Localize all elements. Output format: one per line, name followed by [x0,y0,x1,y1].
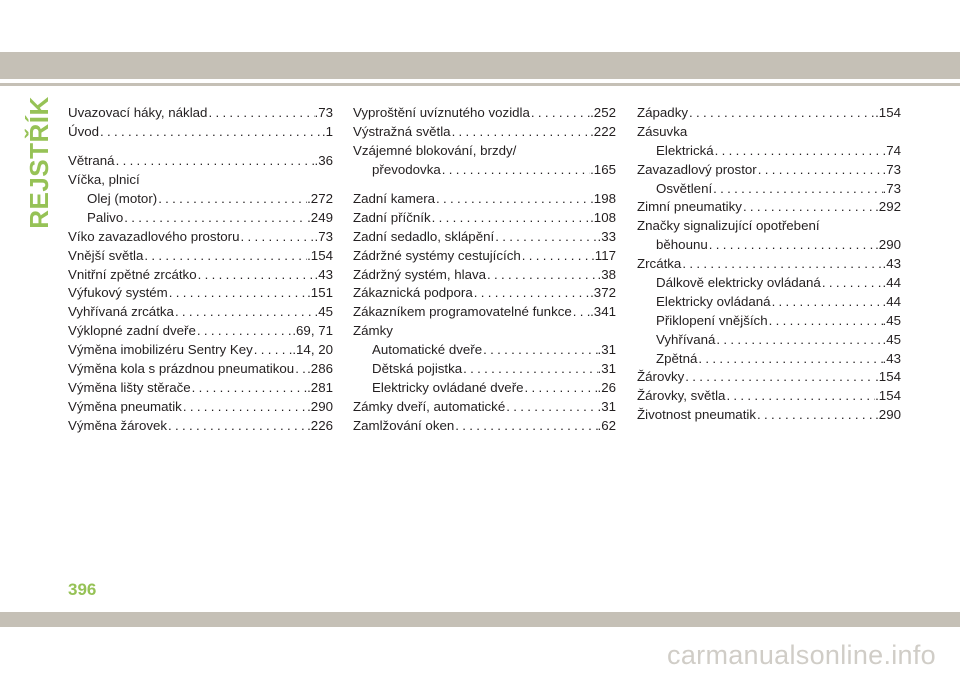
entry-label: Přiklopení vnějších [656,312,768,328]
index-entry [68,190,333,209]
entry-label: Dálkově elektricky ovládaná [656,275,821,291]
entry-page: .226 [307,417,333,433]
entry-label: Žárovky [637,369,685,385]
dot-leader [572,303,590,322]
index-entry [353,398,616,417]
dot-leader [435,190,590,209]
index-entry [353,104,616,123]
entry-page: .372 [590,285,616,301]
index-entry [353,142,616,161]
entry-page: .44 [882,293,901,309]
index-column-1 [68,104,333,436]
entry-label: Vnější světla [68,247,144,263]
entry-label: Výměna pneumatik [68,398,182,414]
entry-page: .272 [307,190,333,206]
entry-page: .117 [591,247,616,263]
entry-page: .286 [307,360,333,376]
index-entry [353,360,616,379]
entry-label: Zavazadlový prostor [637,161,757,177]
entry-label: Víčka, plnicí [68,172,140,188]
header-band [0,52,960,79]
entry-label: Žárovky, světla [637,388,726,404]
entry-label: Zámky [353,323,393,339]
entry-label: Palivo [87,209,124,225]
index-entry [353,123,616,142]
index-entry [353,322,616,341]
entry-page: .45 [314,304,333,320]
index-entry [353,341,616,360]
entry-page: .154 [875,369,901,385]
entry-page: .1 [321,123,333,139]
dot-leader [143,247,307,266]
dot-leader [253,341,293,360]
index-entry [68,341,333,360]
dot-leader [197,266,315,285]
dot-leader [725,387,875,406]
entry-label: Úvod [68,123,100,139]
dot-leader [521,247,591,266]
index-entry [68,379,333,398]
entry-page: .198 [590,190,616,206]
entry-page: .73 [314,105,333,120]
entry-page: .154 [875,105,901,120]
index-entry [68,417,333,436]
dot-leader [768,312,883,331]
entry-page: .14, 20 [292,342,333,358]
index-entry [637,123,901,142]
entry-page: .249 [307,209,333,225]
dot-leader [486,266,597,285]
dot-leader [712,180,882,199]
index-entry [68,123,333,142]
index-entry [637,217,901,236]
index-entry [637,142,901,161]
index-entry [68,284,333,303]
index-entry [637,368,901,387]
section-side-label [23,95,54,229]
entry-label: Výfukový systém [68,285,168,301]
entry-label: Automatické dveře [372,342,483,358]
index-entry [353,266,616,285]
dot-leader [115,152,315,171]
entry-label: Výměna lišty stěrače [68,379,191,395]
entry-page: .73 [882,180,901,196]
index-entry [637,387,901,406]
index-entry [68,247,333,266]
entry-label: Zákazníkem programovatelné funkce [353,304,572,320]
entry-label: Zamlžování oken [353,417,455,433]
entry-label: převodovka [372,161,441,177]
index-entry [68,398,333,417]
entry-label: Výměna imobilizéru Sentry Key [68,342,253,358]
dot-leader [505,398,597,417]
index-entry [68,228,333,247]
dot-leader [771,293,883,312]
dot-leader [530,104,590,123]
footer-band [0,612,960,627]
entry-page: .43 [882,256,901,272]
dot-leader [123,209,307,228]
index-entry [353,417,616,436]
entry-page: .73 [314,228,333,244]
entry-label: Západky [637,105,688,120]
index-entry [637,255,901,274]
entry-label: Výměna žárovek [68,417,168,433]
header-rule [0,83,960,86]
dot-leader [524,379,598,398]
dot-leader [756,406,875,425]
dot-leader [196,322,292,341]
dot-leader [697,350,882,369]
index-entry [353,284,616,303]
entry-label: Elektricky ovládaná [656,293,771,309]
index-entry [637,274,901,293]
entry-label: Osvětlení [656,180,713,196]
entry-label: Zadní příčník [353,209,431,225]
dot-leader [821,274,883,293]
dot-leader [757,161,883,180]
dot-leader [167,417,307,436]
entry-label: Výklopné zadní dveře [68,323,196,339]
dot-leader [441,161,590,180]
entry-label: Zrcátka [637,256,682,272]
entry-label: Olej (motor) [87,190,158,206]
entry-page: .290 [307,398,333,414]
watermark: carmanualsonline.info [667,640,936,670]
index-entry [68,303,333,322]
entry-page: .26 [597,379,616,395]
dot-leader [174,303,315,322]
index-entry [637,236,901,255]
index-entry [68,104,333,123]
section-title: REJSTŘÍK [23,95,54,229]
index-entry [353,161,616,180]
entry-page: .154 [875,388,901,404]
dot-leader [473,284,590,303]
entry-page: .44 [882,275,901,291]
index-entry [68,322,333,341]
index-entry [68,171,333,190]
entry-page: .45 [882,312,901,328]
dot-leader [239,228,314,247]
entry-label: Zpětná [656,350,698,366]
dot-leader [482,341,597,360]
index-column-2 [353,104,616,436]
index-entry [637,312,901,331]
entry-page: .43 [314,266,333,282]
entry-page: .38 [597,266,616,282]
index-entry [637,406,901,425]
index-entry [637,198,901,217]
entry-page: .108 [590,209,616,225]
entry-label: Zadní sedadlo, sklápění [353,228,495,244]
entry-page: .290 [875,407,901,423]
entry-page: .31 [597,342,616,358]
entry-page: .73 [882,161,901,177]
entry-label: Značky signalizující opotřebení [637,218,820,234]
entry-label: Elektricky ovládané dveře [372,379,524,395]
dot-leader [742,198,875,217]
entry-label: Životnost pneumatik [637,407,756,423]
entry-page: .43 [882,350,901,366]
entry-page: .154 [307,247,333,263]
entry-label: Výstražná světla [353,123,451,139]
index-entry [637,293,901,312]
entry-label: Vzájemné blokování, brzdy/ [353,142,517,158]
index-entry [353,190,616,209]
index-entry [637,104,901,123]
dot-leader [681,255,882,274]
entry-page: .36 [314,153,333,169]
index-entry [353,379,616,398]
index-entry [637,180,901,199]
index-entry [637,331,901,350]
dot-leader [462,360,597,379]
dot-leader [431,209,591,228]
entry-page: .74 [882,142,901,158]
entry-page: .62 [597,417,616,433]
page-number: 396 [68,580,97,599]
entry-page: .33 [597,228,616,244]
entry-page: .292 [875,199,901,215]
entry-page: .45 [882,331,901,347]
entry-page: .341 [590,304,616,320]
dot-leader [207,104,314,123]
entry-label: Uvazovací háky, náklad [68,105,208,120]
dot-leader [688,104,875,123]
entry-label: Zádržný systém, hlava [353,266,487,282]
dot-leader [182,398,307,417]
index-entry [637,161,901,180]
index-entry [68,209,333,228]
entry-label: Větraná [68,153,115,169]
index-entry [68,152,333,171]
index-entry [68,360,333,379]
entry-label: Zásuvka [637,123,688,139]
entry-label: Vnitřní zpětné zrcátko [68,266,197,282]
index-entry [353,209,616,228]
entry-label: Výměna kola s prázdnou pneumatikou [68,360,295,376]
dot-leader [708,236,875,255]
dot-leader [191,379,307,398]
entry-label: Zadní kamera [353,190,436,206]
entry-page: .151 [307,285,333,301]
index-entry [353,247,616,266]
dot-leader [714,142,883,161]
entry-page: .290 [875,237,901,253]
entry-page: .165 [590,161,616,177]
entry-label: Vyhřívaná [656,331,716,347]
entry-page: .252 [590,105,616,120]
entry-label: Zimní pneumatiky [637,199,742,215]
entry-page: .31 [597,398,616,414]
dot-leader [168,284,307,303]
dot-leader [494,228,597,247]
entry-label: Zákaznická podpora [353,285,473,301]
entry-label: Zádržné systémy cestujících [353,247,521,263]
entry-label: Vyhřívaná zrcátka [68,304,174,320]
entry-label: Zámky dveří, automatické [353,398,506,414]
entry-page: .31 [597,360,616,376]
entry-label: běhounu [656,237,708,253]
dot-leader [451,123,591,142]
index-entry [68,266,333,285]
entry-page: .281 [307,379,333,395]
index-entry [353,228,616,247]
entry-page: .69, 71 [292,323,333,339]
index-entry [637,350,901,369]
entry-label: Víko zavazadlového prostoru [68,228,240,244]
entry-label: Elektrická [656,142,714,158]
index-column-3 [637,104,901,425]
dot-leader [454,417,597,436]
entry-label: Dětská pojistka [372,360,463,376]
entry-label: Vyproštění uvíznutého vozidla [353,105,530,120]
dot-leader [99,123,322,142]
index-entry [353,303,616,322]
dot-leader [715,331,882,350]
entry-page: .222 [590,123,616,139]
dot-leader [157,190,307,209]
dot-leader [684,368,875,387]
dot-leader [294,360,307,379]
